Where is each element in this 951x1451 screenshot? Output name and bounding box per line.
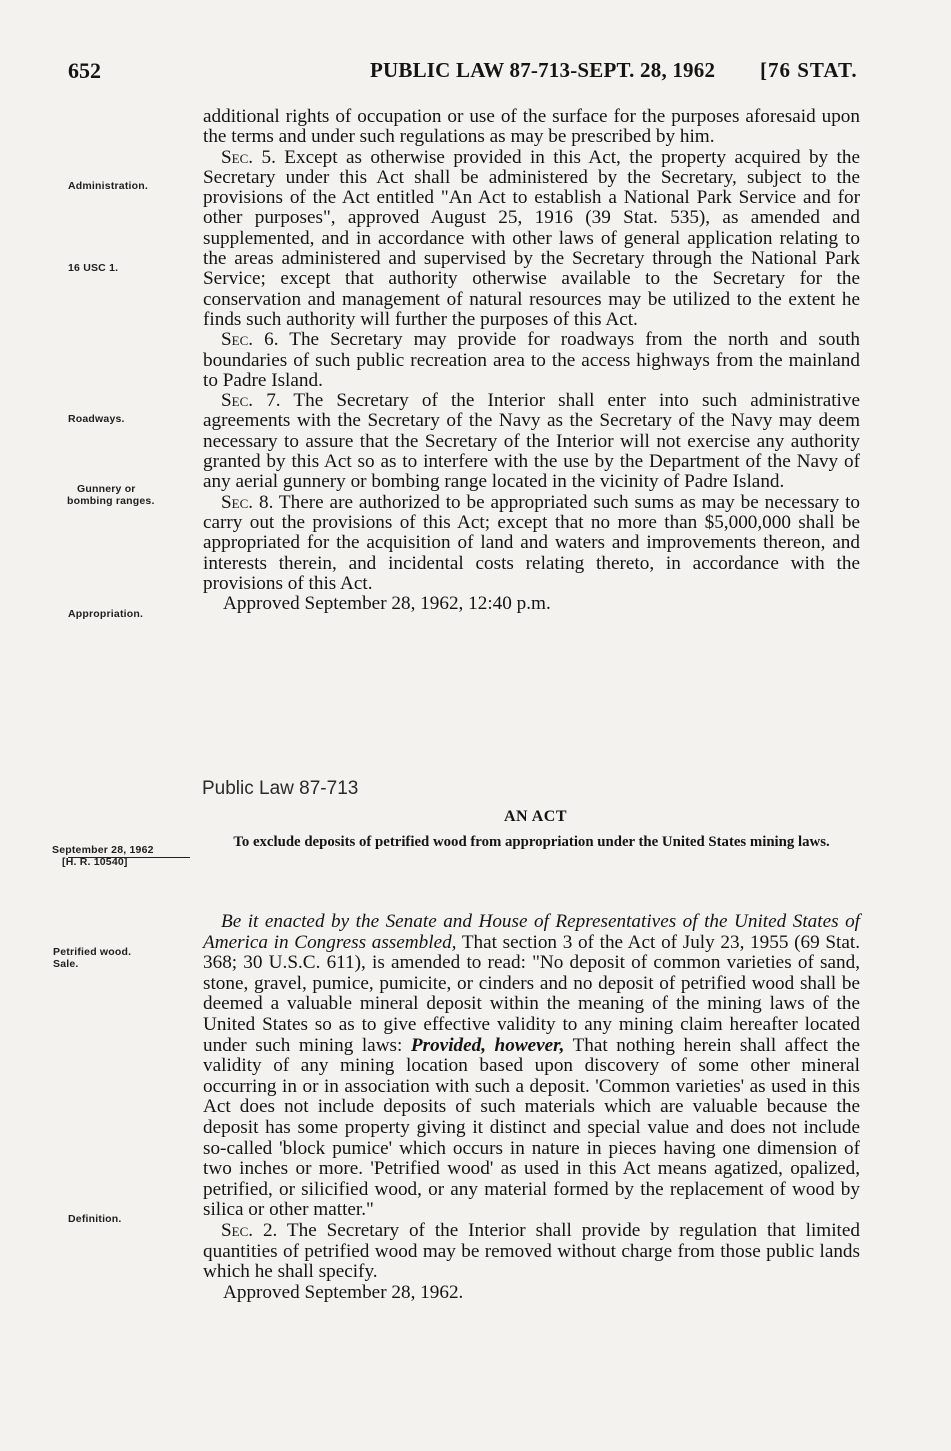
margin-note-usc: 16 USC 1. — [68, 262, 119, 274]
page-number: 652 — [68, 58, 101, 83]
margin-note-appropriation: Appropriation. — [68, 608, 144, 620]
first-act-body — [203, 107, 860, 614]
margin-note-administration: Administration. — [68, 180, 149, 192]
an-act-heading: AN ACT — [504, 808, 568, 825]
second-act-body — [203, 912, 860, 1303]
volume-reference: [76 STAT. — [760, 58, 858, 82]
approval-line: Approved September 28, 1962, 12:40 p.m. — [223, 593, 551, 615]
public-law-number: Public Law 87-713 — [202, 778, 359, 799]
section-1: Be it enacted by the Senate and House of Representatives of the United States of America in Congress assembled, That section 3 of the Act of July 23, 1955 (69 Stat. 368; 30 U.S.C. 611), is amended to read: "No deposit of common varieties of sand, stone, gravel, pumice, pumicite, or cinders and no deposit of petrified wood shall be deemed a valuable mineral deposit within the meaning of the mining laws of the United States so as to give effective validity to any mining claim hereafter located under such mining laws: Provided, however, That nothing herein shall affect the validity of any mining location based upon discovery of some other mineral occurring in or in association with such a deposit. 'Common varieties' as used in this Act does not include deposits of such materials which are valuable because the deposit has some property giving it distinct and special value and does not include so-called 'block pumice' which occurs in nature in pieces having one dimension of two inches or more. 'Petrified wood' as used in this Act means agatized, opalized, petrified, or silicified wood, or any material formed by the replacement of wood by silica or other matter." — [203, 911, 861, 1221]
margin-rule — [68, 857, 190, 858]
continuation-paragraph: additional rights of occupation or use of the surface for the purposes aforesaid upon the terms and under such regulations as may be prescribed by him. — [203, 106, 860, 148]
section-6: Sec. 6. The Secretary may provide for roadways from the north and south boundaries of such public recreation area to the access highways from the mainland to Padre Island. — [203, 329, 860, 391]
margin-note-gunnery: Gunnery or bombing ranges. — [67, 483, 155, 507]
approval-line-2: Approved September 28, 1962. — [223, 1281, 464, 1303]
margin-note-date: September 28, 1962 [H. R. 10540] — [52, 844, 154, 868]
page-header — [0, 58, 951, 88]
margin-note-definition: Definition. — [68, 1213, 122, 1225]
section-8: Sec. 8. There are authorized to be appropriated such sums as may be necessary to carry out the provisions of this Act; except that no more than $5,000,000 shall be appropriated for the acquisition of land and waters and improvements thereon, and interests therein, and incidental costs relating thereto, in accordance with the provisions of this Act. — [203, 491, 860, 594]
margin-note-petrified-wood: Petrified wood. Sale. — [53, 946, 132, 970]
section-5: Sec. 5. Except as otherwise provided in this Act, the property acquired by the Secretary under this Act shall be administered by the Secretary, subject to the provisions of the Act entitled "An Act to establish a National Park Service and for other purposes", approved August 25, 1916 (39 Stat. 535), as amended and supplemented, and in accordance with other laws of general application relating to the areas administered and supervised by the Secretary through the National Park Service; except that authority otherwise available to the Secretary for the conservation and management of natural resources may be utilized to the extent he finds such authority will further the purposes of this Act. — [203, 146, 860, 330]
act-title: To exclude deposits of petrified wood from appropriation under the United States mining laws. — [233, 834, 830, 850]
section-7: Sec. 7. The Secretary of the Interior shall enter into such administrative agreements with the Secretary of the Navy as the Secretary of the Navy may deem necessary to assure that the Secretary of the Interior will not exercise any authority granted by this Act so as to interfere with the use by the Department of the Navy of any aerial gunnery or bombing range located in the vicinity of Padre Island. — [203, 390, 860, 493]
running-head: PUBLIC LAW 87-713-SEPT. 28, 1962 — [370, 58, 716, 82]
section-2: Sec. 2. The Secretary of the Interior shall provide by regulation that limited quantities of petrified wood may be removed without charge from those public lands which he shall specify. — [203, 1219, 860, 1283]
margin-note-roadways: Roadways. — [68, 413, 125, 425]
